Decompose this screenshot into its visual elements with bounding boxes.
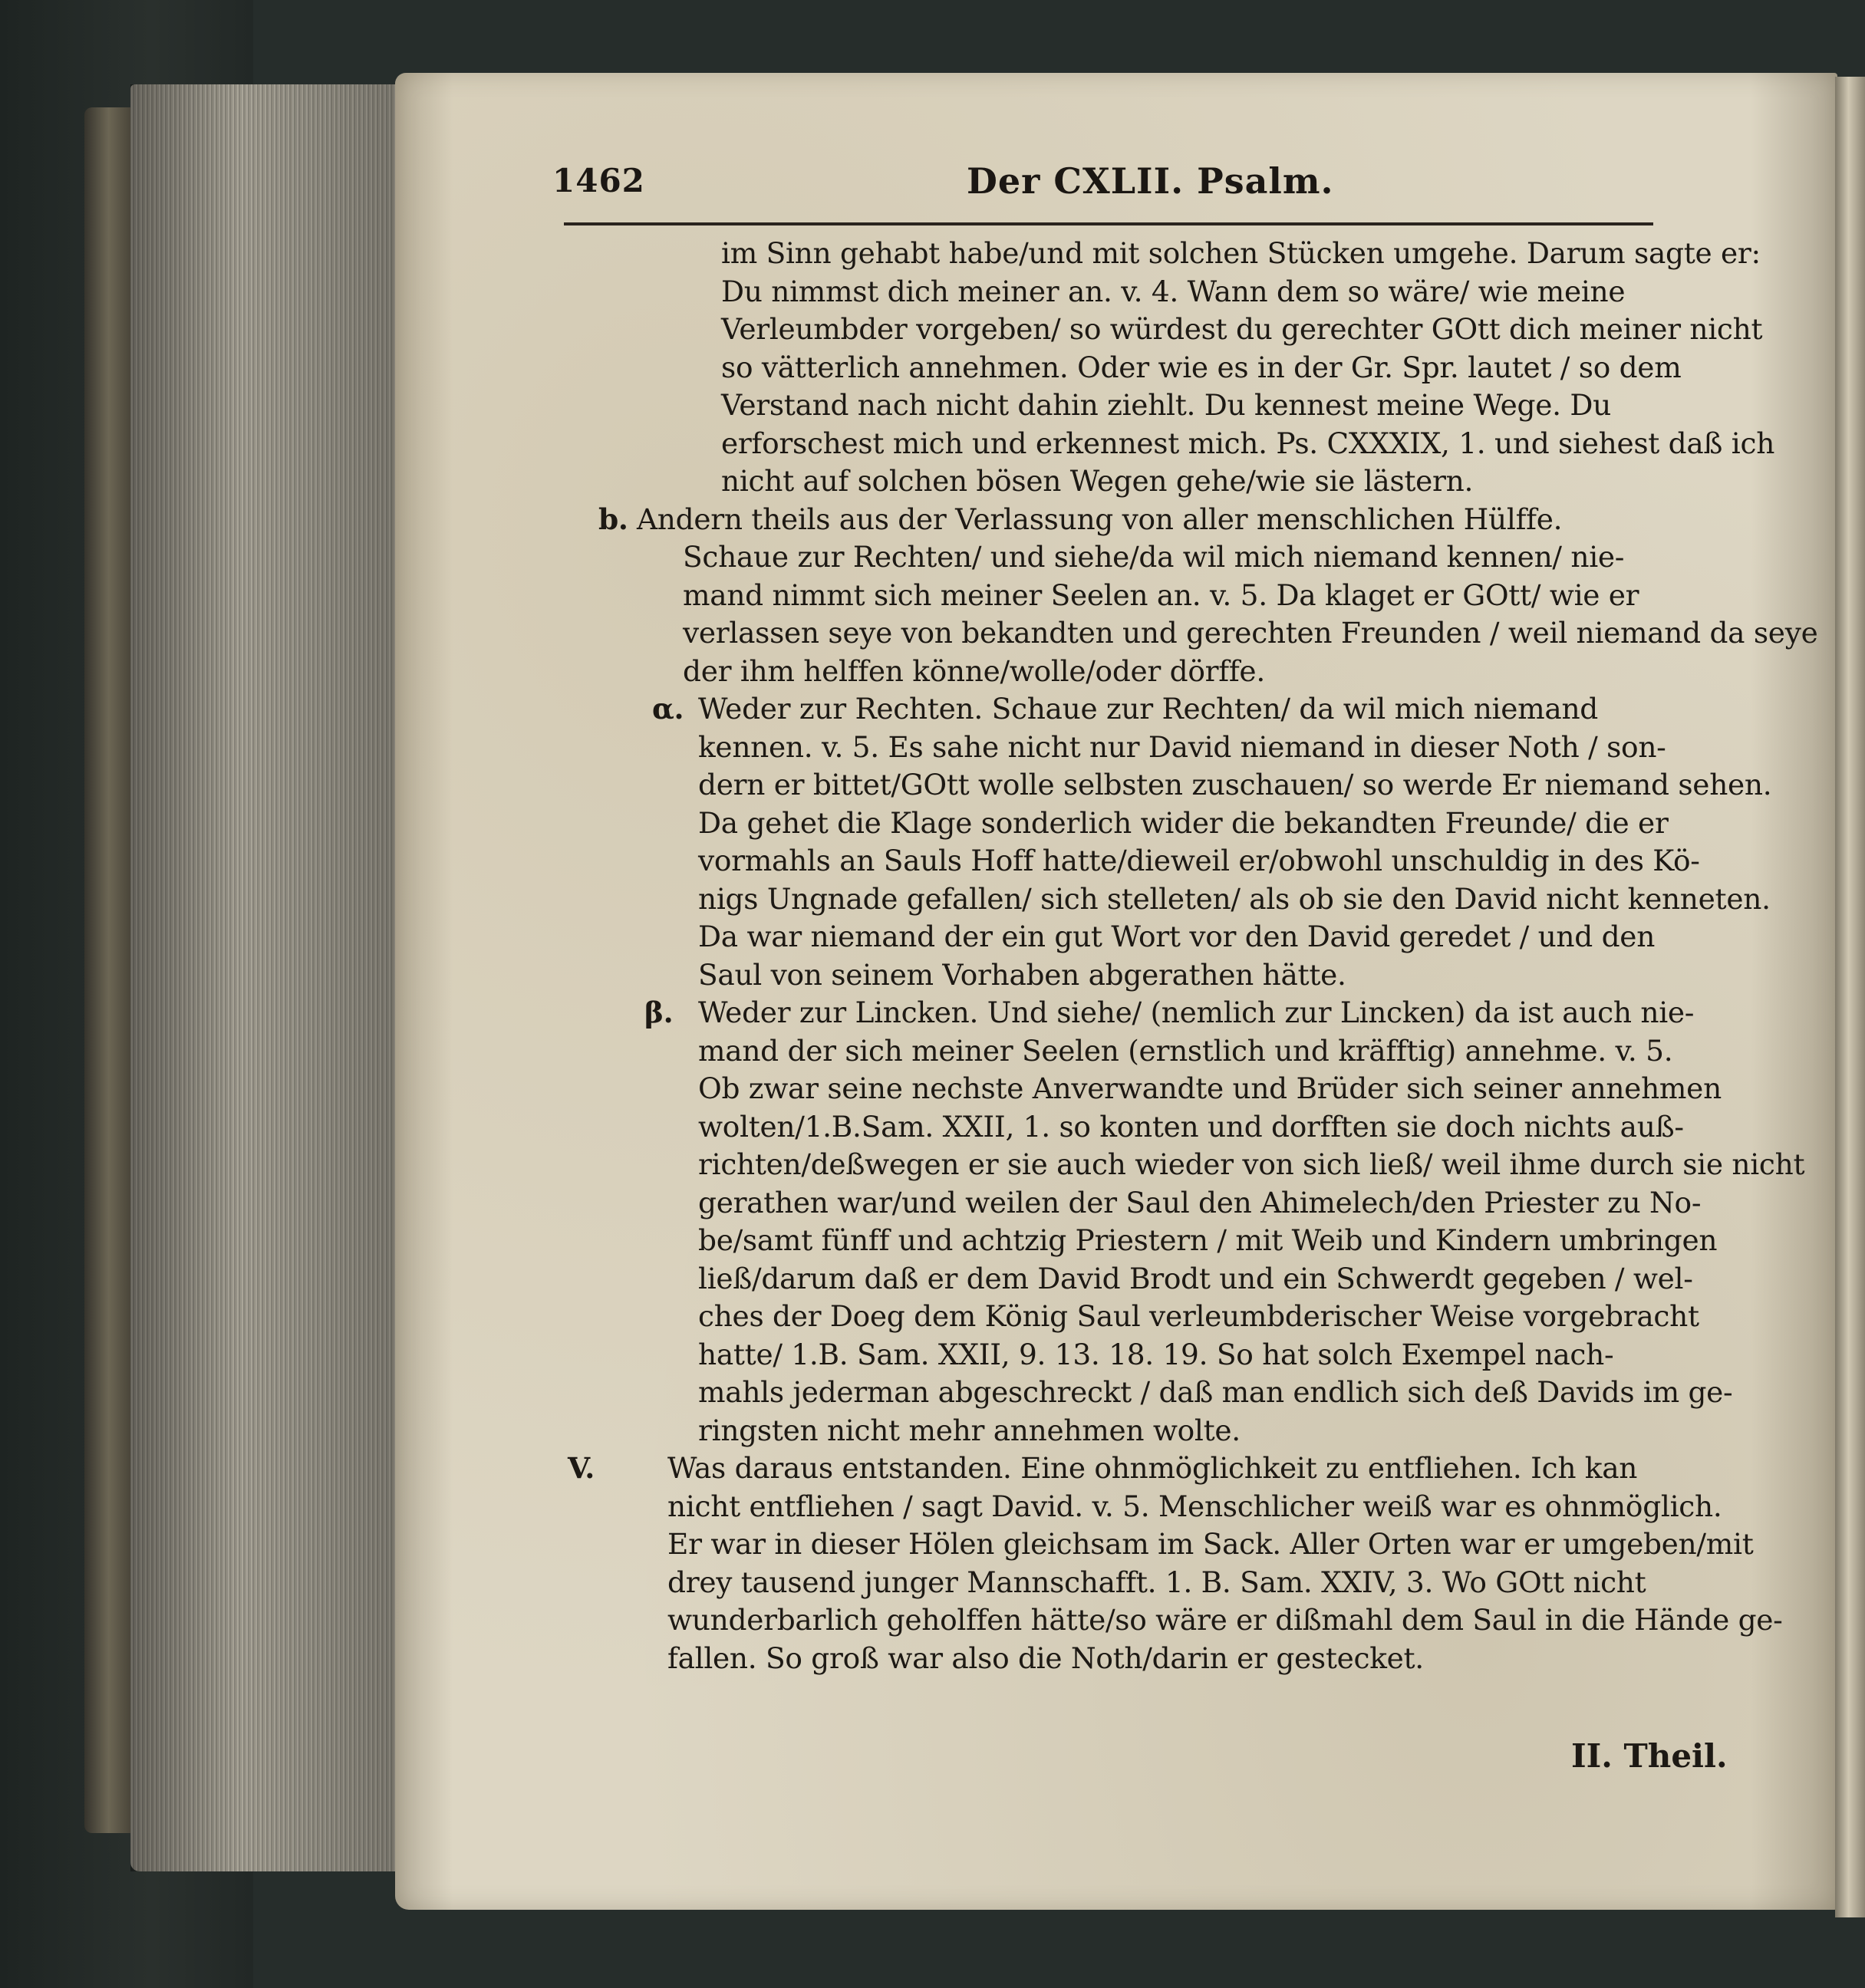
text-line: nicht auf solchen bösen Wegen gehe/wie sie lästern. — [721, 464, 1474, 498]
text-line: mand nimmt sich meiner Seelen an. v. 5. Da klaget er GOtt/ wie er — [683, 578, 1639, 612]
page-header — [537, 157, 1695, 211]
text-line: Ob zwar seine nechste Anverwandte und Brüder sich seiner annehmen — [698, 1071, 1722, 1105]
section-beta-line — [568, 994, 1741, 1032]
text-line: Saul von seinem Vorhaben abgerathen hätte. — [698, 957, 1346, 992]
text-line: Du nimmst dich meiner an. v. 4. Wann dem so wäre/ wie meine — [721, 274, 1626, 308]
text-line: richten/deßwegen er sie auch wieder von sich ließ/ weil ihme durch sie nicht — [698, 1147, 1805, 1181]
section-alpha-line — [568, 690, 1741, 729]
text-line: im Sinn gehabt habe/und mit solchen Stücken umgehe. Darum sagte er: — [721, 236, 1761, 270]
text-line: Verleumbder vorgeben/ so würdest du gerechter GOtt dich meiner nicht — [721, 312, 1763, 346]
catchword: II. Theil. — [1571, 1737, 1728, 1775]
text-line: ließ/darum daß er dem David Brodt und ein Schwerdt gegeben / wel- — [698, 1261, 1693, 1295]
text-line: wolten/1.B.Sam. XXII, 1. so konten und dorfften sie doch nichts auß- — [698, 1109, 1684, 1144]
text-line: vormahls an Sauls Hoff hatte/dieweil er/obwohl unschuldig in des Kö- — [698, 844, 1700, 877]
section-label-b: b. — [598, 502, 628, 536]
text-line: der ihm helffen könne/wolle/oder dörffe. — [683, 653, 1265, 688]
facing-page-edge — [1835, 77, 1865, 1917]
text-line: ringsten nicht mehr annehmen wolte. — [698, 1413, 1241, 1447]
running-head: Der CXLII. Psalm. — [967, 160, 1334, 202]
section-V-line — [568, 1450, 1741, 1488]
text-line: be/samt fünff und achtzig Priestern / mit Weib und Kindern umbringen — [698, 1223, 1718, 1257]
text-line: erforschest mich und erkennest mich. Ps. CXXXIX, 1. und siehest daß ich — [721, 426, 1775, 460]
text-line: Schaue zur Rechten/ und siehe/da wil mich niemand kennen/ nie- — [683, 540, 1625, 574]
text-line: gerathen war/und weilen der Saul den Ahimelech/den Priester zu No- — [698, 1185, 1702, 1219]
text-line: Er war in dieser Hölen gleichsam im Sack. Aller Orten war er umgeben/mit — [667, 1527, 1754, 1561]
text-line: mand der sich meiner Seelen (ernstlich und kräfftig) annehme. v. 5. — [698, 1033, 1673, 1068]
page-stack-edge — [130, 84, 407, 1871]
text-line: nicht entfliehen / sagt David. v. 5. Menschlicher weiß war es ohnmöglich. — [667, 1489, 1722, 1523]
section-b-line — [568, 501, 1741, 539]
body-text — [568, 235, 1818, 1677]
header-rule — [564, 222, 1653, 225]
section-label-alpha: α. — [652, 692, 684, 726]
text-line: kennen. v. 5. Es sahe nicht nur David niemand in dieser Noth / son- — [698, 729, 1666, 764]
text-line: verlassen seye von bekandten und gerechten Freunden / weil niemand da seye — [683, 616, 1818, 650]
text-line: drey tausend junger Mannschafft. 1. B. Sam. XXIV, 3. Wo GOtt nicht — [667, 1565, 1646, 1599]
text-line: dern er bittet/GOtt wolle selbsten zuschauen/ so werde Er niemand sehen. — [698, 768, 1772, 801]
text-line: nigs Ungnade gefallen/ sich stelleten/ als ob sie den David nicht kenneten. — [698, 881, 1771, 916]
text-line: wunderbarlich geholffen hätte/so wäre er dißmahl dem Saul in die Hände ge- — [667, 1603, 1783, 1637]
text-line: ches der Doeg dem König Saul verleumbderischer Weise vorgebracht — [698, 1299, 1699, 1333]
page-number: 1462 — [552, 162, 645, 199]
text-line: hatte/ 1.B. Sam. XXII, 9. 13. 18. 19. So hat solch Exempel nach- — [698, 1337, 1614, 1371]
text-line: Da gehet die Klage sonderlich wider die bekandten Freunde/ die er — [698, 805, 1669, 840]
text-line: Verstand nach nicht dahin ziehlt. Du kennest meine Wege. Du — [721, 388, 1611, 422]
text-line: fallen. So groß war also die Noth/darin er gestecket. — [667, 1641, 1424, 1675]
text-line: so vätterlich annehmen. Oder wie es in der Gr. Spr. lautet / so dem — [721, 350, 1682, 384]
text-line: Andern theils aus der Verlassung von aller menschlichen Hülffe. — [637, 502, 1563, 536]
text-line: Da war niemand der ein gut Wort vor den David geredet / und den — [698, 920, 1656, 953]
text-line: Weder zur Rechten. Schaue zur Rechten/ da wil mich niemand — [698, 692, 1599, 726]
text-line: Was daraus entstanden. Eine ohnmöglichkeit zu entfliehen. Ich kan — [667, 1451, 1638, 1485]
section-label-beta: β. — [644, 996, 674, 1029]
text-line: Weder zur Lincken. Und siehe/ (nemlich zur Lincken) da ist auch nie- — [698, 996, 1695, 1029]
text-line: mahls jederman abgeschreckt / daß man endlich sich deß Davids im ge- — [698, 1375, 1733, 1409]
section-label-V: V. — [568, 1451, 595, 1485]
